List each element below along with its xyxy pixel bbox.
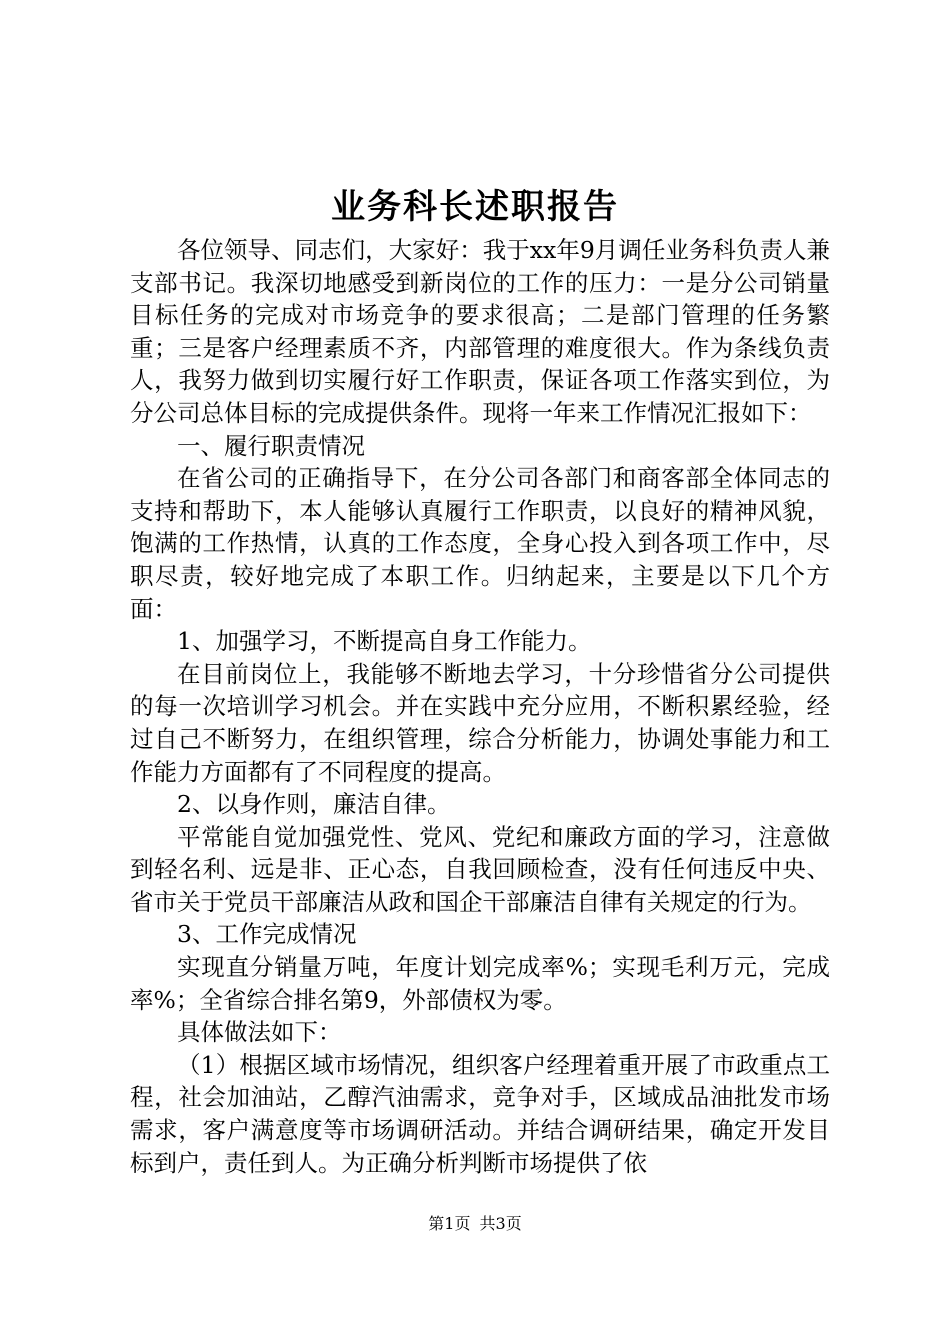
subheading-2: 2、以身作则，廉洁自律。	[177, 790, 451, 819]
paragraph-method-1: （1）根据区域市场情况，组织客户经理着重开展了市政重点工程，社会加油站，乙醇汽油需求，竞争对手，区域成品油批发市场需求，客户满意度等市场调研活动。并结合调研结果，确定开发目标到户，责任到人。为正确分析判断市场提供了依	[130, 1050, 830, 1177]
subheading-3: 3、工作完成情况	[177, 920, 357, 949]
paragraph-learning: 在目前岗位上，我能够不断地去学习，十分珍惜省分公司提供的每一次培训学习机会。并在实践中充分应用，不断积累经验，经过自己不断努力，在组织管理，综合分析能力，协调处事能力和工作能力方面都有了不同程度的提高。	[130, 659, 830, 786]
subheading-1: 1、加强学习，不断提高自身工作能力。	[177, 627, 592, 656]
paragraph-duties: 在省公司的正确指导下，在分公司各部门和商客部全体同志的支持和帮助下，本人能够认真履行工作职责，以良好的精神风貌，饱满的工作热情，认真的工作态度，全身心投入到各项工作中，尽职尽责，较好地完成了本职工作。归纳起来，主要是以下几个方面：	[130, 464, 830, 623]
document-title: 业务科长述职报告	[331, 187, 619, 227]
paragraph-integrity: 平常能自觉加强党性、党风、党纪和廉政方面的学习，注意做到轻名利、远是非、正心态，自我回顾检查，没有任何违反中央、省市关于党员干部廉洁从政和国企干部廉洁自律有关规定的行为。	[130, 822, 830, 916]
page-number-footer: 第1页 共3页	[428, 1214, 522, 1233]
paragraph-results: 实现直分销量万吨，年度计划完成率%；实现毛利万元，完成率%；全省综合排名第9，外部债权为零。	[130, 953, 830, 1014]
document-body	[130, 234, 830, 1179]
paragraph-methods-intro: 具体做法如下：	[177, 1018, 342, 1047]
paragraph-greeting: 各位领导、同志们，大家好：我于xx年9月调任业务科负责人兼支部书记。我深切地感受到新岗位的工作的压力：一是分公司销量目标任务的完成对市场竞争的要求很高；二是部门管理的任务繁重；三是客户经理素质不齐，内部管理的难度很大。作为条线负责人，我努力做到切实履行好工作职责，保证各项工作落实到位，为分公司总体目标的完成提供条件。现将一年来工作情况汇报如下：	[130, 236, 830, 427]
section-heading-1: 一、履行职责情况	[177, 431, 365, 460]
